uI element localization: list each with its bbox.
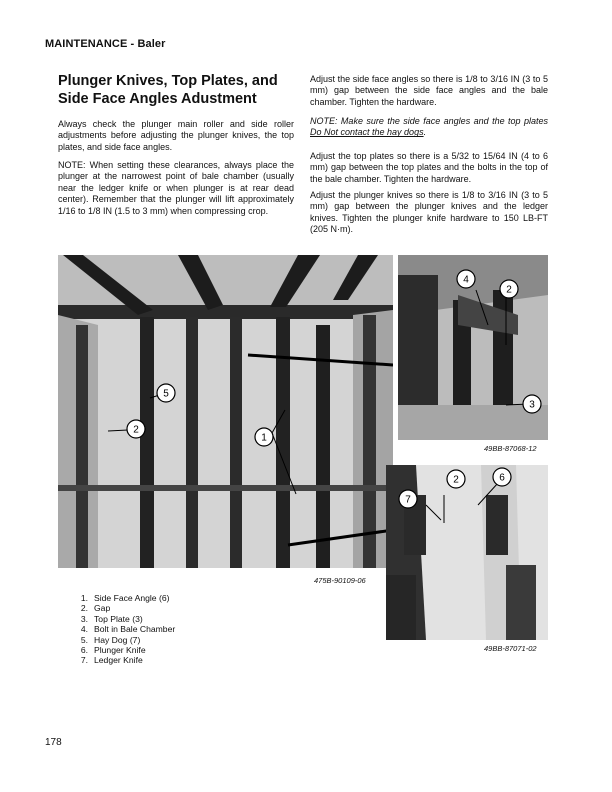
- legend-label: Bolt in Bale Chamber: [94, 624, 176, 635]
- legend-label: Side Face Angle (6): [94, 593, 170, 603]
- legend-item: [70, 624, 175, 634]
- main-photo-drawing: [58, 255, 393, 568]
- section-title: Plunger Knives, Top Plates, and Side Face Angles Adustment: [58, 73, 278, 107]
- bottom-right-photo-drawing: [386, 465, 548, 640]
- callout-2-top: [500, 280, 518, 298]
- legend-number: 5.: [80, 634, 88, 645]
- side-face-angle-instruction: Adjust the side face angles so there is 1/8 to 3/16 IN (3 to 5 mm) gap between the side face angles and the bale chamber. Tighten the hardware.: [310, 74, 548, 107]
- main-photo-caption: 475B-90109-06: [314, 576, 366, 585]
- legend-number: 6.: [80, 645, 88, 656]
- page-number: 178: [45, 737, 62, 748]
- legend-item: [70, 635, 175, 645]
- legend-number: 1.: [80, 593, 88, 603]
- legend-item: [70, 603, 175, 613]
- main-photo: [58, 255, 393, 568]
- legend-number: 3.: [80, 613, 88, 624]
- top-plate-instruction: Adjust the top plates so there is a 5/32 to 15/64 IN (4 to 6 mm) gap between the top plates and the bolts in the top of the bale chamber. Tighten the hardware.: [310, 151, 548, 184]
- top-right-photo-drawing: [398, 255, 548, 440]
- callout-4-label: 4: [463, 274, 469, 286]
- legend-item: [70, 593, 175, 603]
- legend-label: Ledger Knife: [94, 655, 143, 666]
- callout-6: [493, 468, 511, 486]
- figure-legend: [70, 593, 175, 666]
- callout-7-label: 7: [405, 494, 411, 506]
- callout-5: [157, 384, 175, 402]
- callout-5-label: 5: [163, 388, 169, 400]
- legend-label: Hay Dog (7): [94, 634, 141, 645]
- intro-paragraph: Always check the plunger main roller and side roller adjustments before adjusting the plunger knives, the top plates, and side face angles.: [58, 119, 294, 152]
- callout-2-bottom: [447, 470, 465, 488]
- note-lead: NOTE: Make sure the side face angles and the top plates: [310, 116, 548, 126]
- bottom-right-photo: [386, 465, 548, 640]
- bottom-right-caption: 49BB-87071-02: [484, 644, 537, 653]
- page-header: MAINTENANCE - Baler: [45, 38, 166, 50]
- legend-item: [70, 655, 175, 665]
- callout-2-bottom-label: 2: [453, 474, 459, 486]
- callout-3: [523, 395, 541, 413]
- callout-7: [399, 490, 417, 508]
- legend-number: 4.: [80, 624, 88, 635]
- legend-number: 2.: [80, 603, 88, 614]
- callout-6-label: 6: [499, 472, 505, 484]
- legend-label: Gap: [94, 603, 111, 614]
- legend-label: Top Plate (3): [94, 613, 143, 624]
- callout-3-label: 3: [529, 399, 535, 411]
- legend-item: [70, 645, 175, 655]
- plunger-knife-instruction: Adjust the plunger knives so there is 1/8 to 3/16 IN (3 to 5 mm) gap between the plunger knives and the ledger knives. Tighten the plunger knife hardware to 150 LB-FT (205 N·m).: [310, 190, 548, 235]
- hay-dog-note: [310, 116, 548, 139]
- clearance-note: NOTE: When setting these clearances, always place the plunger at the narrowest point of bale chamber (usually near the ledger knife or when plunger is at rear dead center). Remember that the plunger will lift approximately 1/16 to 1/8 IN (1.5 to 3 mm) when compressing crop.: [58, 160, 294, 216]
- note-end: .: [423, 127, 427, 138]
- legend-item: [70, 614, 175, 624]
- callout-2: [127, 420, 145, 438]
- legend-number: 7.: [80, 655, 88, 666]
- top-right-caption: 49BB-87068-12: [484, 444, 537, 453]
- callout-2-top-label: 2: [506, 284, 512, 296]
- callout-1-label: 1: [261, 432, 267, 444]
- callout-1: [255, 428, 273, 446]
- callout-2-label: 2: [133, 424, 139, 436]
- top-right-photo: [398, 255, 548, 440]
- legend-label: Plunger Knife: [94, 645, 146, 656]
- note-underlined: Do Not contact the hay dogs: [310, 127, 424, 138]
- callout-4: [457, 270, 475, 288]
